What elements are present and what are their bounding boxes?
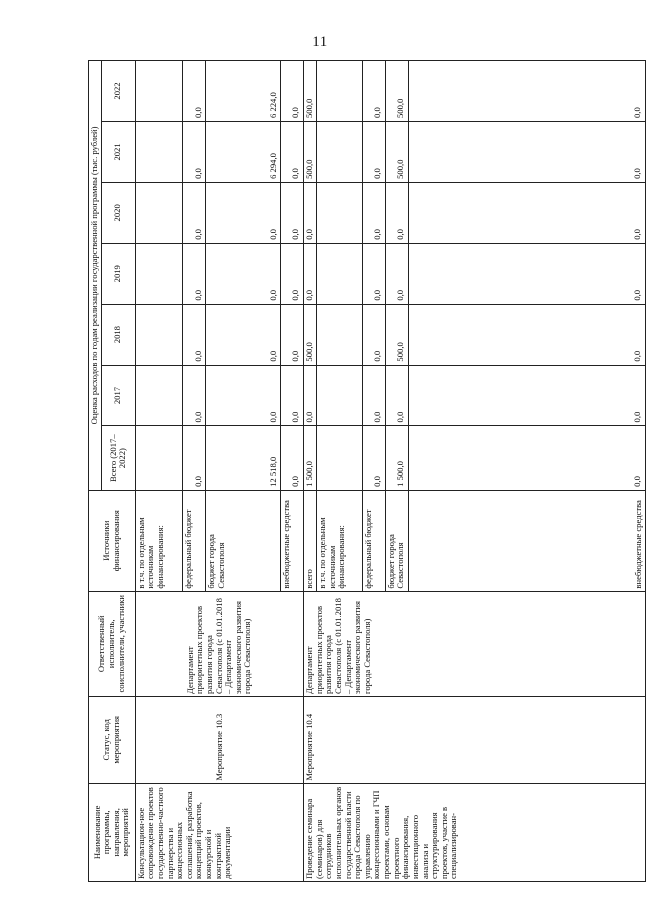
value-cell: 500,0 [385,122,408,183]
value-cell [135,365,183,426]
header-name: Наименование программы, направления, мероприятий [89,783,136,881]
value-cell: 0,0 [183,182,206,243]
value-cell: 0,0 [408,122,645,183]
value-cell [317,426,363,490]
value-cell [135,243,183,304]
value-cell: 0,0 [183,426,206,490]
value-cell: 0,0 [206,182,281,243]
value-cell: 0,0 [408,426,645,490]
source-label: в т.ч. по отдельным источникам финансирования: [135,490,183,591]
header-year-2022: 2022 [101,61,135,122]
header-group: Оценка расходов по годам реализации государственной программы (тыс. рублей) [89,61,102,491]
value-cell: 0,0 [183,61,206,122]
source-label: бюджет города Севастополя [206,490,281,591]
value-cell: 0,0 [385,365,408,426]
value-cell: 0,0 [281,61,304,122]
header-executor: Ответственный исполнитель, соисполнители, участники [89,591,136,696]
row-status: Мероприятие 10.3 [135,696,303,783]
value-cell [317,122,363,183]
value-cell: 0,0 [408,365,645,426]
value-cell [317,243,363,304]
value-cell: 0,0 [362,182,385,243]
value-cell: 0,0 [362,426,385,490]
value-cell: 500,0 [304,304,317,365]
value-cell: 12 518,0 [206,426,281,490]
value-cell: 1 500,0 [304,426,317,490]
header-year-2020: 2020 [101,182,135,243]
value-cell: 0,0 [304,365,317,426]
value-cell: 0,0 [408,304,645,365]
value-cell: 0,0 [281,122,304,183]
value-cell: 0,0 [362,304,385,365]
value-cell: 0,0 [281,304,304,365]
value-cell: 500,0 [385,61,408,122]
row-executor: Департамент приоритетных проектов развития города Севастополя (с 01.01.2018 – Департамент экономического развития города Севастополя) [135,591,303,696]
source-label: внебюджетные средства [281,490,304,591]
value-cell: 0,0 [183,365,206,426]
value-cell [135,122,183,183]
row-status: Мероприятие 10.4 [304,696,646,783]
source-label: в т.ч. по отдельным источникам финансирования: [317,490,363,591]
source-label: федеральный бюджет [183,490,206,591]
value-cell [135,426,183,490]
value-cell [135,304,183,365]
value-cell: 0,0 [385,243,408,304]
table-body [135,61,645,882]
header-year-2021: 2021 [101,122,135,183]
value-cell: 0,0 [408,243,645,304]
header-sources: Источники финансирования [89,490,136,591]
header-year-total: Всего (2017–2022) [101,426,135,490]
header-year-2017: 2017 [101,365,135,426]
value-cell: 0,0 [206,365,281,426]
value-cell: 0,0 [281,182,304,243]
value-cell [317,304,363,365]
value-cell [317,182,363,243]
value-cell: 0,0 [183,122,206,183]
value-cell: 1 500,0 [385,426,408,490]
value-cell: 0,0 [281,426,304,490]
value-cell: 6 294,0 [206,122,281,183]
table-row [304,61,317,882]
row-name: Проведение семинара (семинаров) для сотрудников исполнительных органов государственной власти города Севастополя по управлению концессионными и ГЧП проектами, основам проектного финансирования, инвестиционного анализа и структурирования проектов, участие в специализирован- [304,783,646,881]
value-cell: 0,0 [362,365,385,426]
value-cell [135,61,183,122]
value-cell: 0,0 [408,61,645,122]
source-label: всего [304,490,317,591]
value-cell: 0,0 [362,61,385,122]
source-label: бюджет города Севастополя [385,490,408,591]
page-number: 11 [312,34,328,50]
value-cell: 0,0 [362,122,385,183]
value-cell: 500,0 [304,122,317,183]
value-cell [317,61,363,122]
value-cell: 0,0 [362,243,385,304]
value-cell [317,365,363,426]
value-cell: 500,0 [304,61,317,122]
value-cell: 0,0 [206,304,281,365]
value-cell: 0,0 [281,243,304,304]
value-cell: 0,0 [183,304,206,365]
header-year-2019: 2019 [101,243,135,304]
value-cell: 0,0 [206,243,281,304]
header-status: Статус, код мероприятия [89,696,136,783]
value-cell: 500,0 [385,304,408,365]
budget-table [88,60,646,882]
source-label: внебюджетные средства [408,490,645,591]
value-cell: 0,0 [385,182,408,243]
value-cell [135,182,183,243]
header-year-2018: 2018 [101,304,135,365]
value-cell: 0,0 [183,243,206,304]
value-cell: 0,0 [408,182,645,243]
rotated-table-container [88,60,646,882]
value-cell: 0,0 [304,243,317,304]
value-cell: 0,0 [281,365,304,426]
source-label: федеральный бюджет [362,490,385,591]
value-cell: 6 224,0 [206,61,281,122]
row-executor: Департамент приоритетных проектов развития города Севастополя (с 01.01.2018 – Департамент экономического развития города Севастополя) [304,591,646,696]
value-cell: 0,0 [304,182,317,243]
row-name: Консультацион-ное сопровождение проектов государственно-частного партнерства и концессионных соглашений, разработка концепций проектов, конкурсной и контрактной документации [135,783,303,881]
table-row [135,61,183,882]
